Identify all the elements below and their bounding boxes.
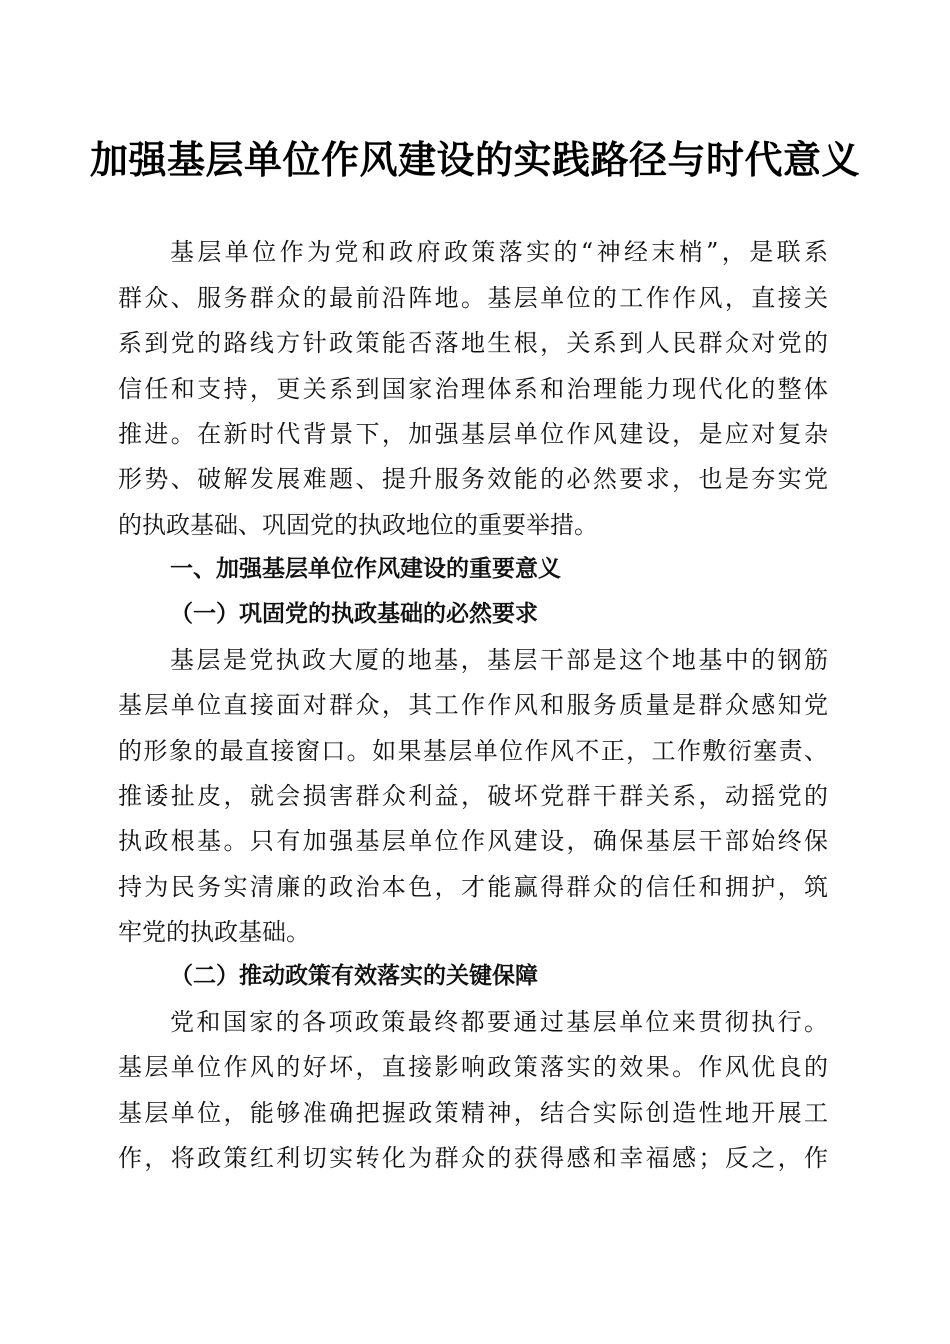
paragraph-line: 基层单位作为党和政府政策落实的“神经末梢”，是联系	[170, 238, 828, 266]
document-title: 加强基层单位作风建设的实践路径与时代意义	[89, 137, 860, 182]
paragraph-line: 群众、服务群众的最前沿阵地。基层单位的工作作风，直接关	[118, 284, 828, 312]
paragraph-line: 基层是党执政大厦的地基，基层干部是这个地基中的钢筋	[170, 646, 828, 674]
paragraph-line: 的执政基础、巩固党的执政地位的重要举措。	[118, 511, 598, 539]
subsection-heading: （二）推动政策有效落实的关键保障	[170, 962, 538, 989]
subsection-heading: （一）巩固党的执政基础的必然要求	[170, 600, 538, 627]
section-heading: 一、加强基层单位作风建设的重要意义	[170, 556, 561, 582]
paragraph-line: 基层单位，能够准确把握政策精神，结合实际创造性地开展工	[118, 1099, 828, 1127]
paragraph-line: 的形象的最直接窗口。如果基层单位作风不正，工作敷衍塞责、	[118, 737, 828, 765]
paragraph-line: 系到党的路线方针政策能否落地生根，关系到人民群众对党的	[118, 329, 828, 357]
paragraph-line: 基层单位作风的好坏，直接影响政策落实的效果。作风优良的	[118, 1053, 828, 1081]
paragraph-line: 党和国家的各项政策最终都要通过基层单位来贯彻执行。	[170, 1008, 828, 1036]
paragraph-line: 基层单位直接面对群众，其工作作风和服务质量是群众感知党	[118, 691, 828, 719]
paragraph-line: 形势、破解发展难题、提升服务效能的必然要求，也是夯实党	[118, 465, 828, 493]
paragraph-line: 作，将政策红利切实转化为群众的获得感和幸福感；反之，作	[118, 1144, 828, 1172]
paragraph-line: 牢党的执政基础。	[118, 918, 310, 946]
paragraph-line: 推进。在新时代背景下，加强基层单位作风建设，是应对复杂	[118, 420, 828, 448]
paragraph-line: 执政根基。只有加强基层单位作风建设，确保基层干部始终保	[118, 827, 828, 855]
paragraph-line: 信任和支持，更关系到国家治理体系和治理能力现代化的整体	[118, 375, 828, 403]
paragraph-line: 持为民务实清廉的政治本色，才能赢得群众的信任和拥护，筑	[118, 873, 828, 901]
paragraph-line: 推诿扯皮，就会损害群众利益，破坏党群干群关系，动摇党的	[118, 782, 828, 810]
